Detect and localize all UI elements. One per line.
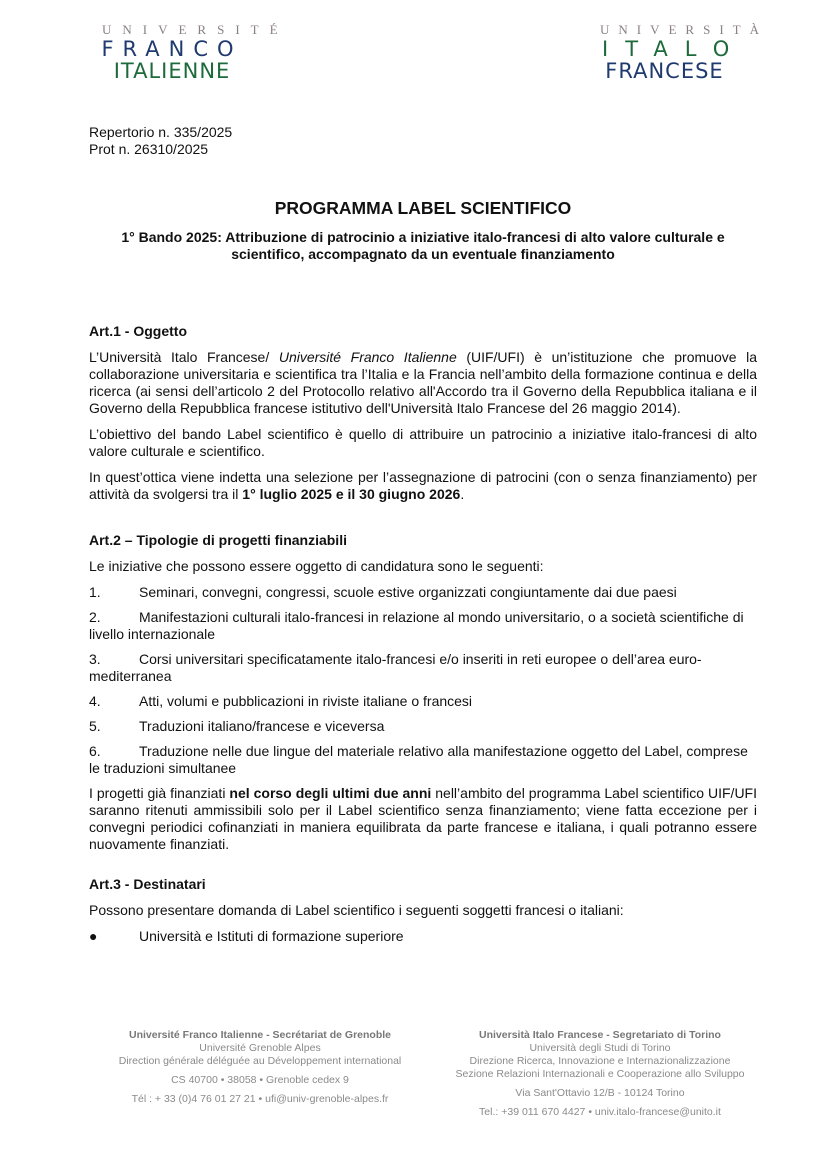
list-item <box>89 651 757 685</box>
list-text: Traduzione nelle due lingue del materiale relativo alla manifestazione oggetto del Label, comprese le traduzioni simultanee <box>89 743 748 776</box>
text-run: nell’ambito del programma Label scientifico UIF/UFI saranno ritenuti ammissibili solo per il Label scientifico senza finanziamento; viene fatta eccezione per i convegni periodici cofinanziati in maniera equilibrata da parte francese e italiana, i quali potranno essere nuovamente finanziati. <box>89 785 757 852</box>
document-body <box>89 323 757 953</box>
footer-left-contact: Tél : + 33 (0)4 76 01 27 21 • ufi@univ-grenoble-alpes.fr <box>131 1093 389 1105</box>
art1-paragraph-3 <box>89 469 757 503</box>
italic-text: Université Franco Italienne <box>278 349 457 365</box>
footer-left-title: Université Franco Italienne - Secrétariat de Grenoble <box>128 1029 391 1041</box>
logo-left-line3: ITALIENNE <box>113 59 231 83</box>
art3-intro: Possono presentare domanda di Label scientifico i seguenti soggetti francesi o italiani: <box>89 902 624 918</box>
list-number: 2. <box>89 609 101 625</box>
list-item <box>89 584 757 601</box>
text-run: L’Università Italo Francese/ <box>89 349 279 365</box>
logo-left-line1: UNIVERSITÉ <box>102 22 289 37</box>
list-item <box>89 743 757 777</box>
art1-paragraph-1 <box>89 349 757 417</box>
footer-right-line1: Università degli Studi di Torino <box>529 1042 671 1054</box>
protocol-number: Prot n. 26310/2025 <box>89 141 209 157</box>
footer-right-contact: Tel.: +39 011 670 4427 • univ.italo-francese@unito.it <box>479 1106 721 1118</box>
footer-right-line3: Sezione Relazioni Internazionali e Cooperazione allo Sviluppo <box>455 1068 745 1080</box>
list-number: 6. <box>89 743 101 759</box>
logo-right-line3: FRANCESE <box>605 59 724 83</box>
art1-heading: Art.1 - Oggetto <box>89 323 187 339</box>
list-item <box>89 609 757 643</box>
repertorio-number: Repertorio n. 335/2025 <box>89 124 233 140</box>
footer-grenoble <box>105 1029 415 1106</box>
list-number: 1. <box>89 584 101 600</box>
footer-right-address: Via Sant'Ottavio 12/B - 10124 Torino <box>515 1087 685 1099</box>
text-run: (UIF/UFI) è un’istituzione che promuove la collaborazione universitaria e scientifica tra l’Italia e la Francia nell’ambito della formazione continua e della ricerca (ai sensi dell’articolo 2 del Protocollo relativo all'Accordo tra il Governo della Repubblica italiana e il Governo della Repubblica francese istitutivo dell'Università Italo Francese del 26 maggio 2014). <box>89 349 758 416</box>
logo-universita-italo-francese <box>592 22 768 83</box>
list-number: 3. <box>89 651 101 667</box>
footer-left-line2: Direction générale déléguée au Développement international <box>118 1055 402 1067</box>
text-run: In quest’ottica viene indetta una selezione per l’assegnazione di patrocini (con o senza finanziamento) per attività da svolgersi tra il <box>89 469 757 502</box>
art2-note <box>89 785 757 853</box>
bold-dates: 1° luglio 2025 e il 30 giugno 2026 <box>242 486 461 502</box>
art3-heading: Art.3 - Destinatari <box>89 876 206 892</box>
art2-intro: Le iniziative che possono essere oggetto di candidatura sono le seguenti: <box>89 558 544 574</box>
art1-paragraph-2: L’obiettivo del bando Label scientifico è quello di attribuire un patrocinio a iniziative italo-francesi di alto valore culturale e scientifico. <box>89 426 757 459</box>
logo-right-line1: UNIVERSITÀ <box>600 22 768 37</box>
footer-left-address: CS 40700 • 38058 • Grenoble cedex 9 <box>171 1074 349 1086</box>
text-run: I progetti già finanziati <box>89 785 230 801</box>
logo-universite-franco-italienne <box>96 22 289 83</box>
footer-right-line2: Direzione Ricerca, Innovazione e Internazionalizzazione <box>469 1055 731 1067</box>
list-item <box>89 718 757 735</box>
document-subtitle: 1° Bando 2025: Attribuzione di patrocinio a iniziative italo-francesi di alto valore culturale e scientifico, accompagnato da un eventuale finanziamento <box>121 229 725 262</box>
document-title: PROGRAMMA LABEL SCIENTIFICO <box>274 198 572 218</box>
footer-torino <box>440 1029 760 1119</box>
bullet-icon: ● <box>89 928 98 944</box>
list-text: Corsi universitari specificatamente italo-francesi e/o inseriti in reti europee o dell’area euro-mediterranea <box>89 651 702 684</box>
list-text: Manifestazioni culturali italo-francesi in relazione al mondo universitario, o a società scientifiche di livello internazionale <box>89 609 744 642</box>
footer-right-title: Università Italo Francese - Segretariato di Torino <box>479 1029 721 1041</box>
list-text: Traduzioni italiano/francese e viceversa <box>139 718 385 734</box>
art2-heading: Art.2 – Tipologie di progetti finanziabili <box>89 532 347 548</box>
footer-left-line1: Université Grenoble Alpes <box>199 1042 321 1054</box>
bullet-item <box>89 928 757 945</box>
logo-left-line2: FRANCO <box>101 37 243 61</box>
bold-text: nel corso degli ultimi due anni <box>229 785 432 801</box>
reference-block <box>89 124 232 158</box>
text-run: . <box>460 486 465 502</box>
list-text: Atti, volumi e pubblicazioni in riviste italiane o francesi <box>139 693 473 709</box>
list-text: Seminari, convegni, congressi, scuole estive organizzati congiuntamente dai due paesi <box>139 584 677 600</box>
list-number: 4. <box>89 693 101 709</box>
logo-right-line2: ITALO <box>602 37 747 61</box>
bullet-text: Università e Istituti di formazione superiore <box>139 928 404 944</box>
list-number: 5. <box>89 718 101 734</box>
list-item <box>89 693 757 710</box>
